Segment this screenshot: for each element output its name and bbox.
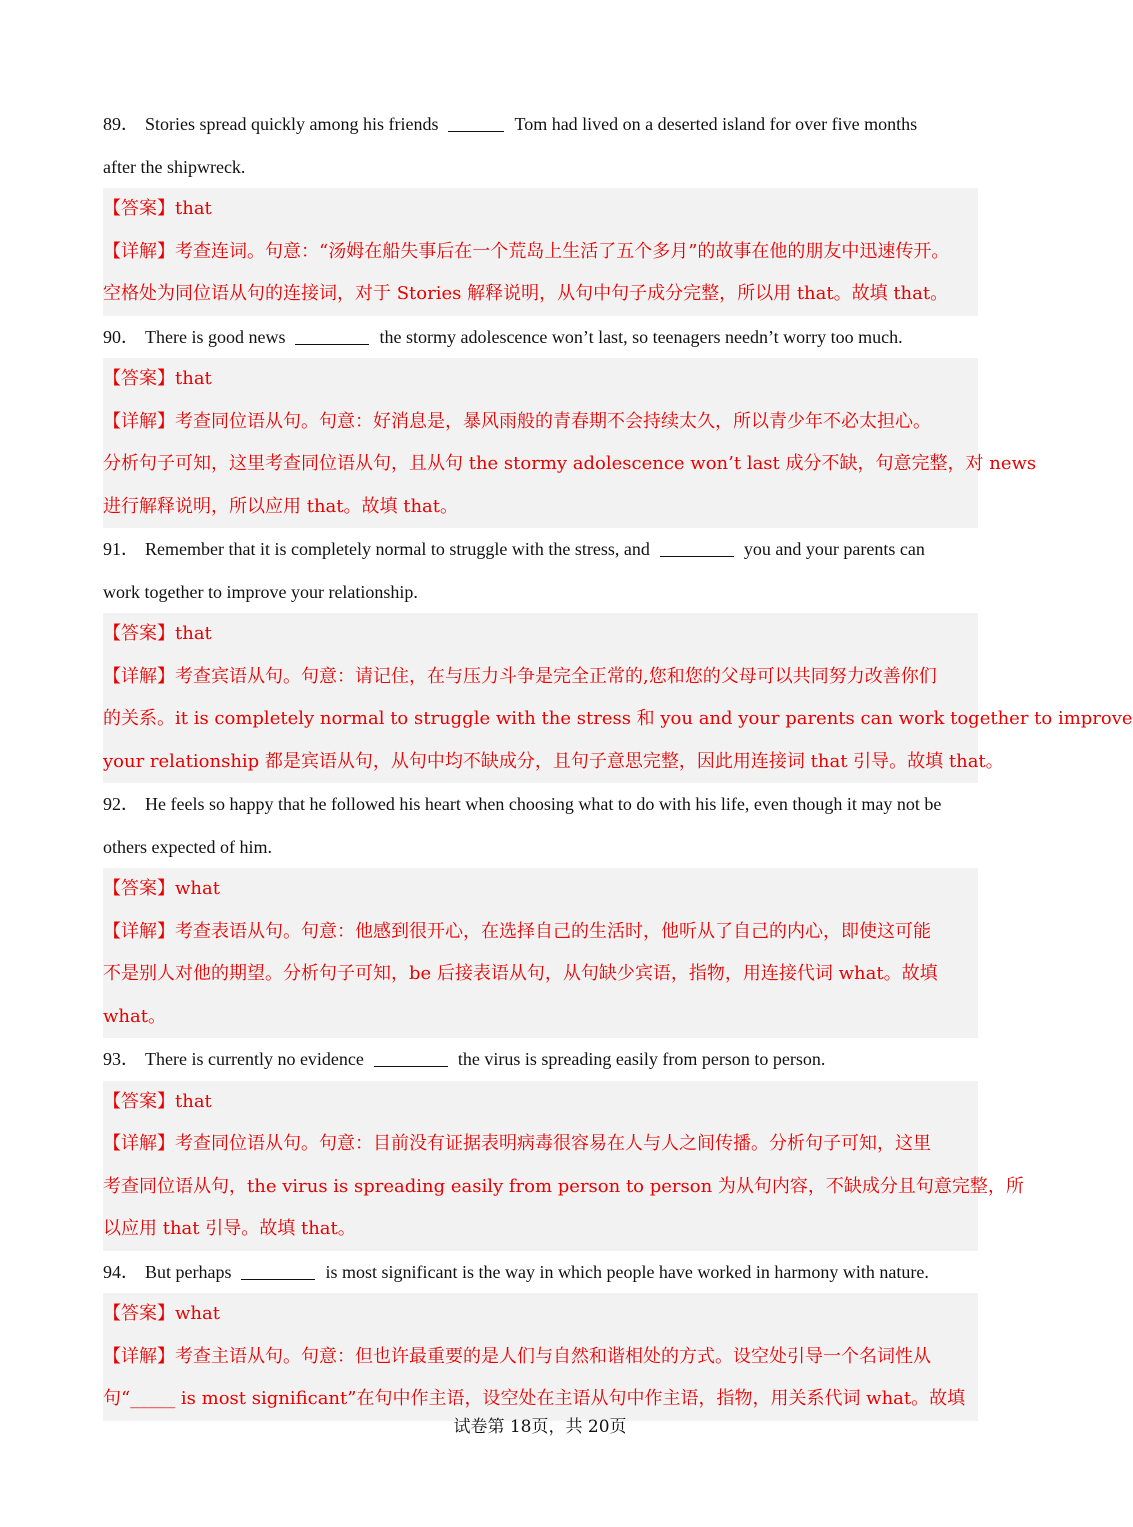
answer-blank — [660, 538, 734, 557]
question-number: 92． — [103, 794, 139, 814]
answer-label: 【答案】that — [103, 623, 212, 644]
question-91 — [103, 528, 1133, 783]
detail-line: 【详解】考查连词。句意：“汤姆在船失事后在一个荒岛上生活了五个多月”的故事在他的朋友中迅速传开。 — [103, 240, 950, 262]
answer-blank — [374, 1048, 448, 1067]
answer-blank — [448, 113, 504, 132]
question-94 — [103, 1251, 978, 1421]
exam-page — [103, 103, 1133, 1421]
question-text: Stories spread quickly among his friends — [145, 114, 439, 134]
answer-blank — [295, 326, 369, 345]
question-text: you and your parents can — [743, 539, 925, 559]
answer-block — [103, 613, 1133, 783]
detail-line: 【详解】考查表语从句。句意：他感到很开心，在选择自己的生活时，他听从了自己的内心，即使这可能 — [103, 920, 931, 942]
question-number: 89． — [103, 114, 139, 134]
question-text: is most significant is the way in which people have worked in harmony with nature. — [325, 1261, 929, 1282]
question-text: the stormy adolescence won’t last, so teenagers needn’t worry too much. — [379, 326, 903, 347]
detail-line: 分析句子可知，这里考查同位语从句，且从句 the stormy adolescence won’t last 成分不缺，句意完整，对 news — [103, 453, 1037, 474]
detail-line: 的关系。it is completely normal to struggle with the stress 和 you and your parents can work together to improve — [103, 708, 1133, 729]
question-line — [103, 1038, 978, 1081]
answer-block — [103, 1293, 978, 1421]
question-continuation: after the shipwreck. — [103, 156, 246, 177]
question-text: There is good news — [145, 326, 286, 347]
detail-line: 【详解】考查宾语从句。句意：请记住，在与压力斗争是完全正常的,您和您的父母可以共同努力改善你们 — [103, 665, 937, 687]
detail-line: your relationship 都是宾语从句，从句中均不缺成分，且句子意思完整，因此用连接词 that 引导。故填 that。 — [103, 750, 1004, 772]
question-number: 93． — [103, 1049, 139, 1069]
detail-line: 考查同位语从句，the virus is spreading easily from person to person 为从句内容，不缺成分且句意完整，所 — [103, 1175, 1024, 1197]
question-text: Tom had lived on a deserted island for over five months — [514, 114, 918, 134]
page-footer: 试卷第 18页，共 20页 — [453, 1417, 627, 1437]
question-text: He feels so happy that he followed his heart when choosing what to do with his life, even though it may not be — [145, 794, 942, 814]
detail-line: what。 — [103, 1005, 166, 1027]
question-text: But perhaps — [145, 1261, 232, 1282]
question-line — [103, 1251, 978, 1294]
answer-blank — [241, 1261, 315, 1280]
detail-line: 以应用 that 引导。故填 that。 — [103, 1218, 356, 1239]
answer-block — [103, 1081, 1024, 1251]
detail-line: 进行解释说明，所以应用 that。故填 that。 — [103, 495, 459, 517]
question-93 — [103, 1038, 1024, 1251]
question-line — [103, 103, 978, 146]
question-continuation: others expected of him. — [103, 836, 272, 857]
question-92 — [103, 783, 978, 1038]
detail-line: 空格处为同位语从句的连接词，对于 Stories 解释说明，从句中句子成分完整，所以用 that。故填 that。 — [103, 283, 949, 304]
detail-line: 句“_____ is most significant”在句中作主语，设空处在主语从句中作主语，指物，用关系代词 what。故填 — [103, 1388, 966, 1409]
detail-line: 【详解】考查同位语从句。句意：好消息是，暴风雨般的青春期不会持续太久，所以青少年不必太担心。 — [103, 410, 931, 432]
detail-line: 【详解】考查主语从句。句意：但也许最重要的是人们与自然和谐相处的方式。设空处引导一个名词性从 — [103, 1345, 931, 1367]
question-line — [103, 783, 978, 826]
question-number: 94． — [103, 1261, 139, 1282]
question-text: There is currently no evidence — [145, 1049, 364, 1069]
question-number: 91． — [103, 539, 139, 559]
answer-block — [103, 358, 1037, 528]
answer-label: 【答案】what — [103, 878, 220, 899]
question-number: 90． — [103, 326, 139, 347]
answer-block — [103, 868, 978, 1038]
detail-line: 【详解】考查同位语从句。句意：目前没有证据表明病毒很容易在人与人之间传播。分析句子可知，这里 — [103, 1133, 931, 1154]
question-90 — [103, 316, 1037, 529]
answer-block — [103, 188, 978, 316]
answer-label: 【答案】that — [103, 1090, 212, 1112]
question-continuation: work together to improve your relationship. — [103, 581, 418, 602]
question-89 — [103, 103, 978, 316]
question-line — [103, 316, 978, 359]
answer-label: 【答案】what — [103, 1303, 220, 1324]
question-line — [103, 528, 978, 571]
question-text: Remember that it is completely normal to struggle with the stress, and — [145, 539, 650, 559]
answer-label: 【答案】that — [103, 368, 212, 389]
detail-line: 不是别人对他的期望。分析句子可知，be 后接表语从句，从句缺少宾语，指物，用连接代词 what。故填 — [103, 963, 938, 984]
answer-label: 【答案】that — [103, 198, 212, 219]
question-text: the virus is spreading easily from person to person. — [457, 1049, 826, 1069]
